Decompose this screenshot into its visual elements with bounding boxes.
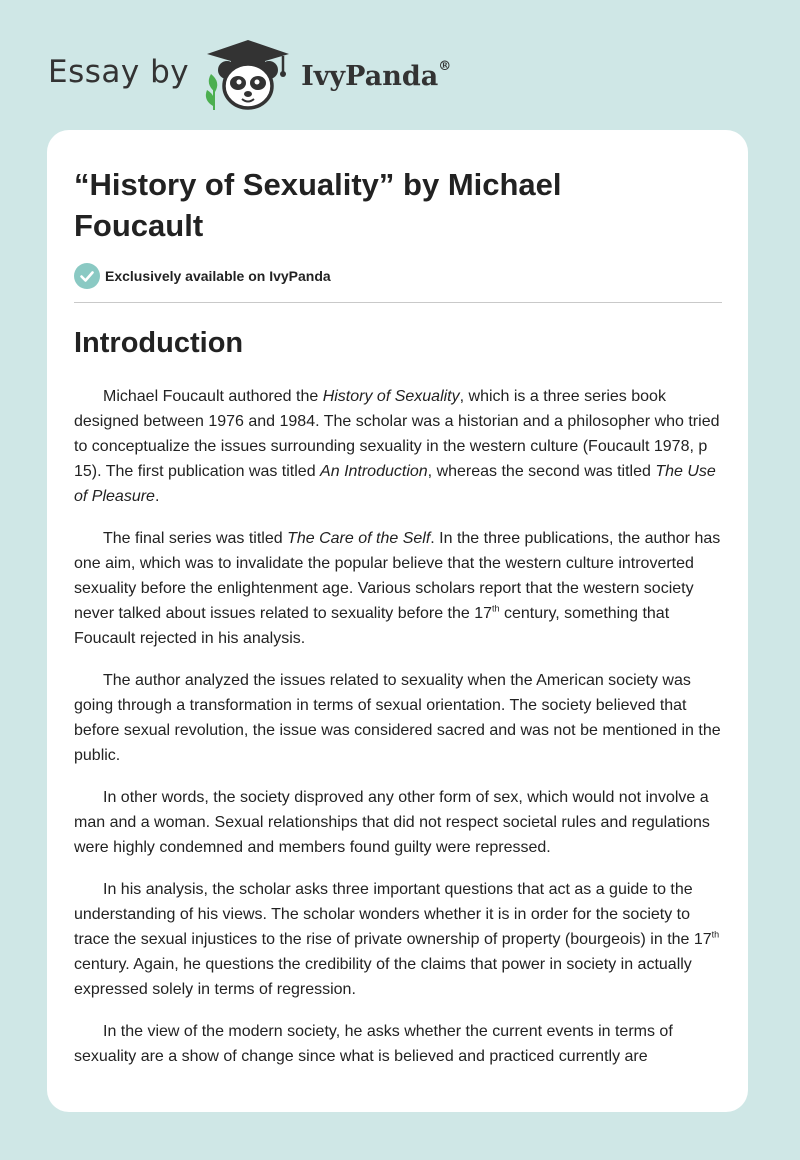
essay-body — [74, 384, 724, 1086]
exclusive-label: Exclusively available on IvyPanda — [105, 268, 331, 284]
panda-graduate-icon — [201, 36, 295, 112]
site-header — [48, 34, 451, 114]
essay-title: “History of Sexuality” by Michael Foucault — [74, 167, 562, 243]
paragraph: The author analyzed the issues related to sexuality when the American society was going through a transformation in terms of sexual orientation. The society believed that before sexual revolution, the issue was considered sacred and was not be mentioned in the public. — [74, 672, 721, 764]
essay-by-label: Essay by — [48, 54, 190, 90]
exclusive-badge — [74, 263, 331, 289]
brand-name[interactable]: IvyPanda® — [301, 58, 452, 92]
registered-mark: ® — [438, 58, 452, 74]
paragraph: In other words, the society disproved any other form of sex, which would not involve a man and a woman. Sexual relationships that did not respect societal rules and regulations were highly condemned and members found guilty were repressed. — [74, 789, 710, 856]
divider — [74, 302, 722, 303]
paragraph: In the view of the modern society, he asks whether the current events in terms of sexuality are a show of change since what is believed and practiced currently are — [74, 1023, 673, 1065]
paragraph: In his analysis, the scholar asks three important questions that act as a guide to the understanding of his views. The scholar wonders whether it is in order for the society to trace the sexual injustices to the rise of private ownership of property (bourgeois) in the 17th century. Again, he questions the credibility of the claims that power in society in actually expressed solely in terms of regression. — [74, 881, 720, 998]
section-heading: Introduction — [74, 327, 244, 359]
paragraph: Michael Foucault authored the History of Sexuality, which is a three series book designed between 1976 and 1984. The scholar was a historian and a philosopher who tried to conceptualize the issues surrounding sexuality in the western culture (Foucault 1978, p 15). The first publication was titled An Introduction, whereas the second was titled The Use of Pleasure. — [74, 388, 720, 505]
paragraph: The final series was titled The Care of the Self. In the three publications, the author has one aim, which was to invalidate the popular believe that the western culture introverted sexuality before the enlightenment age. Various scholars report that the western society never talked about issues related to sexuality before the 17th century, something that Foucault rejected in his analysis. — [74, 530, 721, 647]
essay-card — [47, 130, 748, 1112]
check-circle-icon — [74, 263, 100, 289]
